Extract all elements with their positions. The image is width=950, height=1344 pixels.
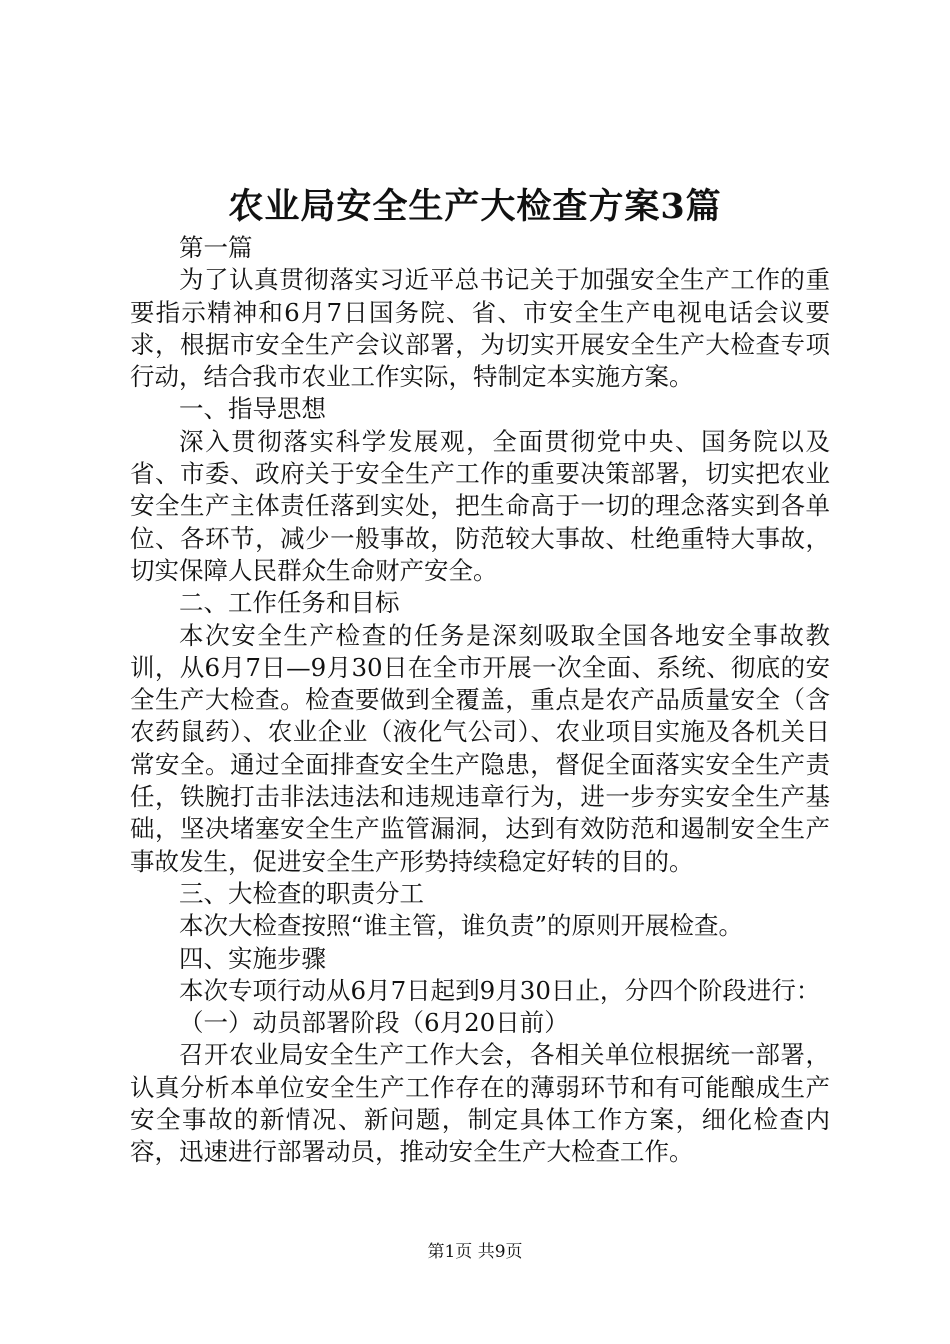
section-heading-tasks-goals: 二、工作任务和目标 (179, 588, 400, 618)
paragraph-intro: 为了认真贯彻落实习近平总书记关于加强安全生产工作的重要指示精神和6月7日国务院、省、市安全生产电视电话会议要求，根据市安全生产会议部署，为切实开展安全生产大检查专项行动，结合我市农业工作实际，特制定本实施方案。 (130, 265, 830, 392)
section-heading-implementation-steps: 四、实施步骤 (179, 943, 326, 973)
paragraph-responsibilities: 本次大检查按照“谁主管，谁负责”的原则开展检查。 (179, 911, 744, 941)
paragraph-tasks-goals: 本次安全生产检查的任务是深刻吸取全国各地安全事故教训，从6月7日—9月30日在全市开展一次全面、系统、彻底的安全生产大检查。检查要做到全覆盖，重点是农产品质量安全（含农药鼠药）、农业企业（液化气公司）、农业项目实施及各机关日常安全。通过全面排查安全生产隐患，督促全面落实安全生产责任，铁腕打击非法违法和违规违章行为，进一步夯实安全生产基础，坚决堵塞安全生产监管漏洞，达到有效防范和遏制安全生产事故发生，促进安全生产形势持续稳定好转的目的。 (130, 620, 830, 876)
section-heading-guiding-ideology: 一、指导思想 (179, 394, 326, 424)
document-body (130, 232, 830, 1169)
paragraph-guiding-ideology: 深入贯彻落实科学发展观，全面贯彻党中央、国务院以及省、市委、政府关于安全生产工作的重要决策部署，切实把农业安全生产主体责任落到实处，把生命高于一切的理念落实到各单位、各环节，减少一般事故，防范较大事故、杜绝重特大事故，切实保障人民群众生命财产安全。 (130, 426, 830, 585)
section-heading-responsibilities: 三、大检查的职责分工 (179, 878, 424, 908)
subsection-heading-mobilization: （一）动员部署阶段（6月20日前） (179, 1008, 569, 1038)
document-title: 农业局安全生产大检查方案3篇 (228, 186, 722, 227)
paragraph-implementation-steps: 本次专项行动从6月7日起到9月30日止，分四个阶段进行： (179, 975, 821, 1005)
section-heading-part-one: 第一篇 (179, 233, 253, 262)
page-number-footer: 第1页 共9页 (427, 1242, 523, 1262)
paragraph-mobilization: 召开农业局安全生产工作大会，各相关单位根据统一部署，认真分析本单位安全生产工作存在的薄弱环节和有可能酿成生产安全事故的新情况、新问题，制定具体工作方案，细化检查内容，迅速进行部署动员，推动安全生产大检查工作。 (130, 1040, 830, 1167)
